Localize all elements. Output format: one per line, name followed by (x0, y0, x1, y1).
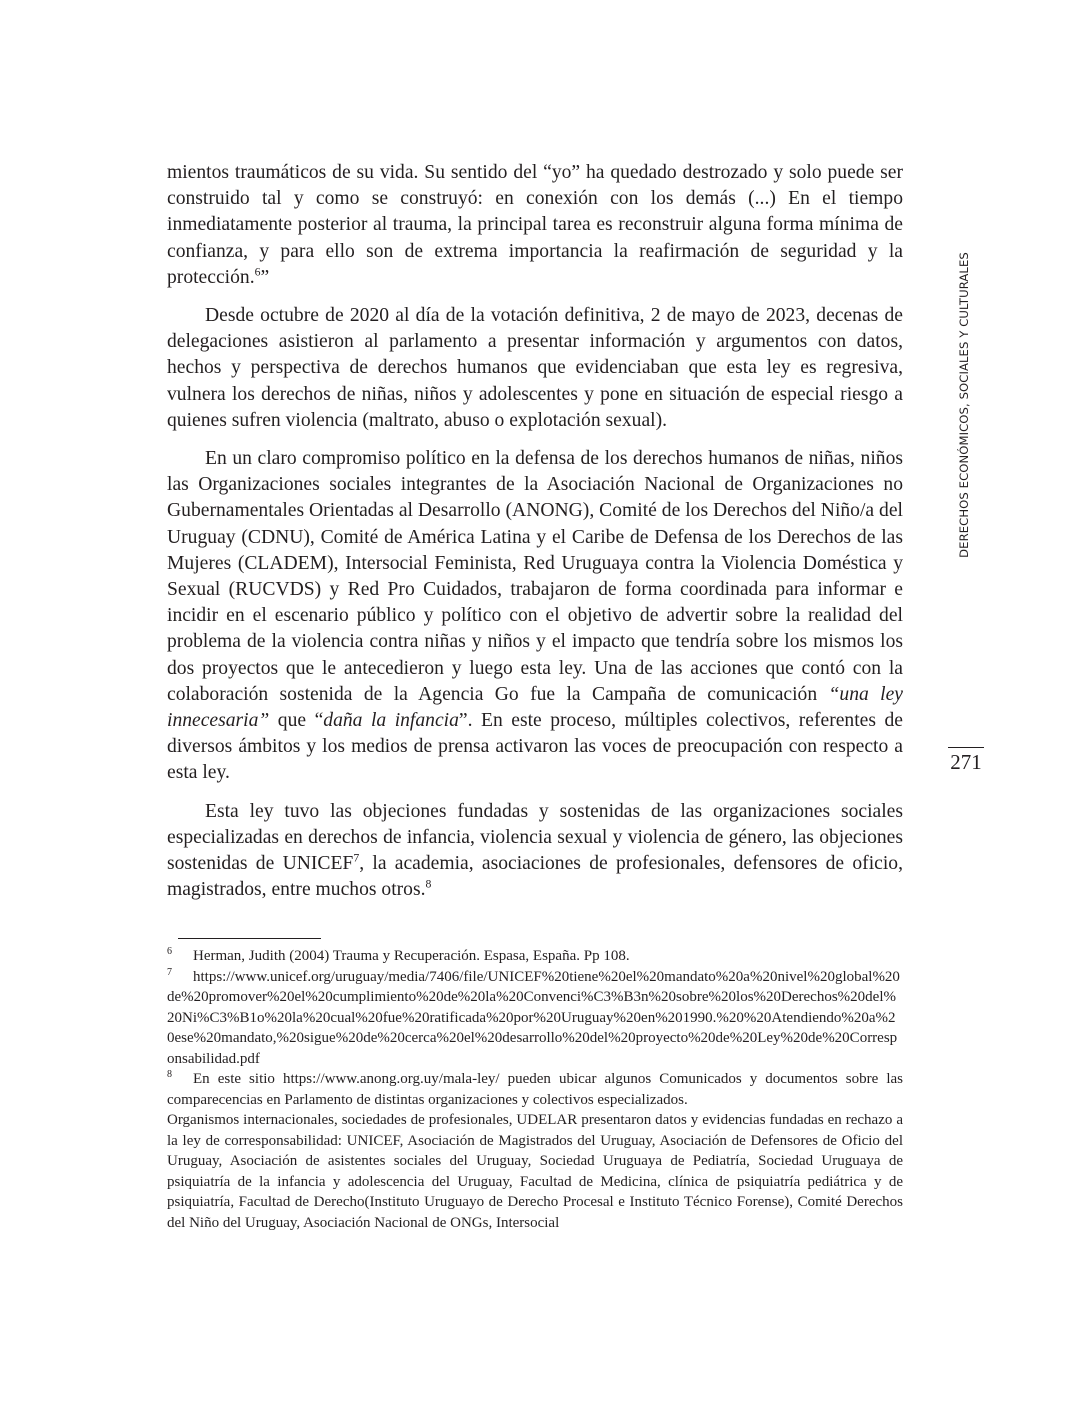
page-number-rule (948, 747, 984, 748)
footnote-ref-6[interactable]: 6 (254, 265, 261, 279)
footnote-separator (178, 938, 321, 939)
footnote-7: 7 https://www.unicef.org/uruguay/media/7406/file/UNICEF%20tiene%20el%20mandato%20a%20nivel%20global%20de%20promover%20el%20cumplimiento%20de%20la%20Convenci%C3%B3n%20sobre%20los%20Derechos%20del%20Ni%C3%B1o%20la%20cual%20fue%20ratificada%20por%20Uruguay%20en%201990.%20%20Atendiendo%20a%20ese%20mandato,%20sigue%20de%20cerca%20el%20desarrollo%20del%20proyecto%20de%20Ley%20de%20Corresponsabilidad.pdf (167, 966, 900, 1067)
footnote-6-text: Herman, Judith (2004) Trauma y Recuperación. Espasa, España. Pp 108. (193, 948, 630, 964)
footnote-ref-8[interactable]: 8 (425, 877, 432, 891)
footnote-8: 8 En este sitio https://www.anong.org.uy/mala-ley/ pueden ubicar algunos Comunicados y documentos sobre las comparecencias en Parlamento de distintas organizaciones y colectivos especializados. (167, 1069, 903, 1108)
footnote-8-text: En este sitio https://www.anong.org.uy/mala-ley/ pueden ubicar algunos Comunicados y documentos sobre las comparecencias en Parlamento de distintas organizaciones y colectivos especializados. (167, 1071, 903, 1108)
paragraph-3-text-b: ”. En este proceso, múltiples colectivos, referentes de diversos ámbitos y los medios de prensa activaron las voces de preocupación con respecto a esta ley. (167, 710, 903, 784)
paragraph-2: Desde octubre de 2020 al día de la votación definitiva, 2 de mayo de 2023, decenas de delegaciones asistieron al parlamento a presentar información y argumentos con datos, hechos y perspectiva de derechos humanos que evidenciaban que esta ley es regresiva, vulnera los derechos de niñas, niños y adolescentes y pone en situación de especial riesgo a quienes sufren violencia (maltrato, abuso o explotación sexual). (167, 305, 903, 431)
footnote-8-continuation: Organismos internacionales, sociedades de profesionales, UDELAR presentaron datos y evidencias fundadas en rechazo a la ley de corresponsabilidad: UNICEF, Asociación de Magistrados del Uruguay, Asociación de Defensores de Oficio del Uruguay, Asociación de asistentes sociales del Uruguay, Sociedad Uruguaya de Pediatría, Sociedad Uruguaya de psiquiatría de la infancia y adolescencia del Uruguay, Facultad de Medicina, clínica de psiquiatría pediátrica y de psiquiatría, Facultad de Derecho(Instituto Uruguayo de Derecho Procesal e Instituto Técnico Forense), Comité Derechos del Niño del Uruguay, Asociación Nacional de ONGs, Intersocial (167, 1112, 903, 1231)
paragraph-4-text-a: Esta ley tuvo las objeciones fundadas y sostenidas de las organizaciones sociales especializadas en derechos de infancia, violencia sexual y violencia de género, las objeciones sostenidas de UNICEF (167, 800, 903, 875)
paragraph-3-text-mid: que “ (269, 710, 324, 732)
campaign-name-2: daña la infancia (323, 710, 459, 732)
campaign-name-1: “una ley innecesaria” (167, 683, 903, 732)
body-text (167, 160, 903, 915)
paragraph-3 (167, 446, 903, 787)
paragraph-3-text-a: En un claro compromiso político en la defensa de los derechos humanos de niñas, niños las Organizaciones sociales integrantes de la Asociación Nacional de Organizaciones no Gubernamentales Orientadas al Desarrollo (ANONG), Comité de los Derechos del Niño/a del Uruguay (CDNU), Comité de América Latina y el Caribe de Defensa de los Derechos de las Mujeres (CLADEM), Intersocial Feminista, Red Uruguaya contra la Violencia Doméstica y Sexual (RUCVDS) y Red Pro Cuidados, trabajaron de forma coordinada para informar e incidir en el escenario público y político con el objetivo de advertir sobre la realidad del problema de la violencia contra niñas y niños y el impacto que tendría sobre los mismos los dos proyectos que le antecedieron y luego esta ley. Una de las acciones que contó con la colaboración sostenida de la Agencia Go fue la Campaña de comunicación (167, 448, 903, 705)
footnote-7-link[interactable]: https://www.unicef.org/uruguay/media/7406/file/UNICEF%20tiene%20el%20mandato%20a%20nivel%20global%20de%20promover%20el%20cumplimiento%20de%20la%20Convenci%C3%B3n%20sobre%20los%20Derechos%20del%20Ni%C3%B1o%20la%20cual%20fue%20ratificada%20por%20Uruguay%20en%201990.%20%20Atendiendo%20a%20ese%20mandato,%20sigue%20de%20cerca%20el%20desarrollo%20del%20proyecto%20de%20Ley%20de%20Corresponsabilidad.pdf (167, 968, 900, 1067)
running-header (944, 245, 984, 565)
page-number: 271 (950, 750, 982, 774)
running-header-text: DERECHOS ECONÓMICOS, SOCIALES Y CULTURALES (957, 252, 971, 558)
footnotes (167, 946, 903, 1233)
paragraph-1 (167, 160, 903, 291)
closing-quote: ” (260, 266, 270, 288)
paragraph-4 (167, 799, 903, 904)
footnote-6: 6 Herman, Judith (2004) Trauma y Recuperación. Espasa, España. Pp 108. (167, 946, 630, 964)
footnote-ref-7[interactable]: 7 (353, 851, 360, 865)
paragraph-1-text: mientos traumáticos de su vida. Su sentido del “yo” ha quedado destrozado y solo puede ser construido tal y como se construyó: en conexión con los demás (...) En el tiempo inmediatamente posterior al trauma, la principal tarea es reconstruir alguna forma mínima de confianza, y para ello son de extrema importancia la reafirmación de seguridad y la protección. (167, 162, 903, 288)
paragraph-4-text-b: , la academia, asociaciones de profesionales, defensores de oficio, magistrados, entre muchos otros. (167, 853, 903, 901)
